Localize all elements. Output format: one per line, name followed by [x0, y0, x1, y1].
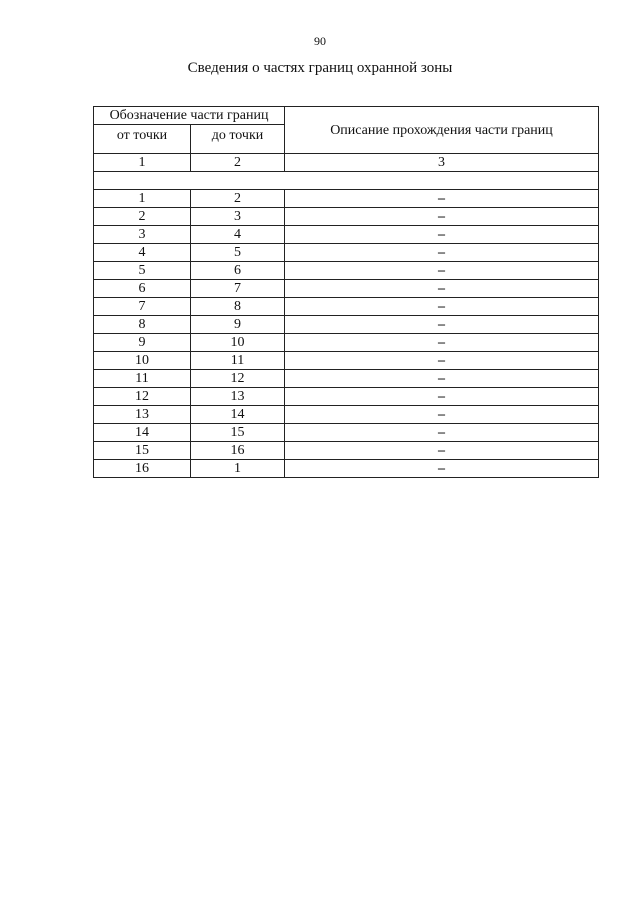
- description-cell: –: [285, 226, 599, 244]
- description-cell: –: [285, 460, 599, 478]
- from-point-cell: 15: [94, 442, 191, 460]
- from-point-cell: 3: [94, 226, 191, 244]
- table-row: [94, 280, 599, 298]
- header-description: Описание прохождения части границ: [285, 107, 599, 154]
- table-row: [94, 334, 599, 352]
- from-point-cell: 10: [94, 352, 191, 370]
- to-point-cell: 1: [191, 460, 285, 478]
- description-cell: –: [285, 442, 599, 460]
- header-to-point: до точки: [191, 125, 285, 154]
- to-point-cell: 8: [191, 298, 285, 316]
- to-point-cell: 9: [191, 316, 285, 334]
- description-cell: –: [285, 298, 599, 316]
- from-point-cell: 4: [94, 244, 191, 262]
- document-title: Сведения о частях границ охранной зоны: [187, 60, 453, 76]
- from-point-cell: 9: [94, 334, 191, 352]
- description-cell: –: [285, 370, 599, 388]
- table-header-row: [94, 107, 599, 125]
- page-number: 90: [314, 34, 326, 48]
- table-row: [94, 406, 599, 424]
- table-row: [94, 424, 599, 442]
- table-row: [94, 244, 599, 262]
- column-number: 3: [285, 154, 599, 172]
- description-cell: –: [285, 388, 599, 406]
- table-row: [94, 442, 599, 460]
- to-point-cell: 7: [191, 280, 285, 298]
- to-point-cell: 4: [191, 226, 285, 244]
- blank-cell: [94, 172, 599, 190]
- header-from-point: от точки: [94, 125, 191, 154]
- description-cell: –: [285, 208, 599, 226]
- header-boundary-designation: Обозначение части границ: [94, 107, 285, 125]
- from-point-cell: 13: [94, 406, 191, 424]
- table-row: [94, 388, 599, 406]
- from-point-cell: 11: [94, 370, 191, 388]
- to-point-cell: 2: [191, 190, 285, 208]
- from-point-cell: 2: [94, 208, 191, 226]
- table-row: [94, 262, 599, 280]
- from-point-cell: 5: [94, 262, 191, 280]
- to-point-cell: 12: [191, 370, 285, 388]
- from-point-cell: 14: [94, 424, 191, 442]
- description-cell: –: [285, 190, 599, 208]
- table-row: [94, 226, 599, 244]
- from-point-cell: 8: [94, 316, 191, 334]
- from-point-cell: 12: [94, 388, 191, 406]
- to-point-cell: 5: [191, 244, 285, 262]
- to-point-cell: 10: [191, 334, 285, 352]
- table-row: [94, 298, 599, 316]
- description-cell: –: [285, 262, 599, 280]
- to-point-cell: 15: [191, 424, 285, 442]
- description-cell: –: [285, 424, 599, 442]
- description-cell: –: [285, 280, 599, 298]
- column-number: 2: [191, 154, 285, 172]
- boundary-parts-table: [93, 106, 599, 478]
- to-point-cell: 14: [191, 406, 285, 424]
- to-point-cell: 16: [191, 442, 285, 460]
- to-point-cell: 3: [191, 208, 285, 226]
- table-row: [94, 370, 599, 388]
- blank-separator-row: [94, 172, 599, 190]
- to-point-cell: 11: [191, 352, 285, 370]
- table-row: [94, 352, 599, 370]
- table-row: [94, 190, 599, 208]
- description-cell: –: [285, 316, 599, 334]
- to-point-cell: 6: [191, 262, 285, 280]
- table-row: [94, 460, 599, 478]
- from-point-cell: 7: [94, 298, 191, 316]
- description-cell: –: [285, 334, 599, 352]
- column-number: 1: [94, 154, 191, 172]
- from-point-cell: 6: [94, 280, 191, 298]
- table-row: [94, 316, 599, 334]
- to-point-cell: 13: [191, 388, 285, 406]
- description-cell: –: [285, 406, 599, 424]
- from-point-cell: 16: [94, 460, 191, 478]
- table-row: [94, 208, 599, 226]
- column-number-row: [94, 154, 599, 172]
- description-cell: –: [285, 244, 599, 262]
- description-cell: –: [285, 352, 599, 370]
- from-point-cell: 1: [94, 190, 191, 208]
